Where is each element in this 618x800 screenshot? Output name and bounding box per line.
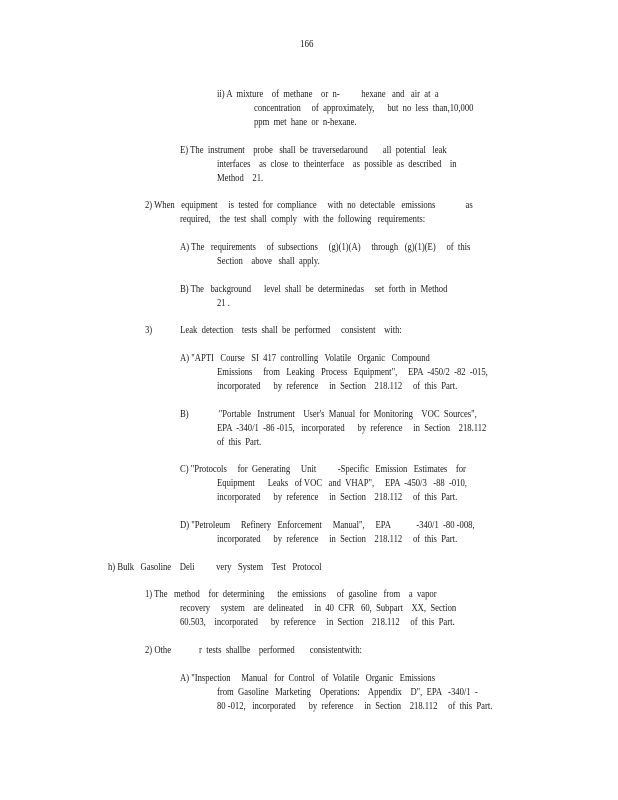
text-line: C) "Protocols for Generating Unit -Specific Emission Estimates for bbox=[180, 464, 466, 475]
text-line: Equipment Leaks of VOC and VHAP", EPA -450/3 -88 -010, bbox=[217, 478, 467, 489]
text-line: A) The requirements of subsections (g)(1)(A) through (g)(1)(E) of this bbox=[180, 242, 471, 253]
text-line: interfaces as close to theinterface as possible as described in bbox=[217, 159, 457, 170]
text-line: ii) A mixture of methane or n- hexane and air at a bbox=[217, 89, 439, 100]
text-line: Method 21. bbox=[217, 173, 264, 184]
text-line: A) "APTI Course SI 417 controlling Volatile Organic Compound bbox=[180, 353, 430, 364]
text-line: recovery system are delineated in 40 CFR 60, Subpart XX, Section bbox=[180, 603, 457, 614]
text-line: B) The background level shall be determinedas set forth in Method bbox=[180, 284, 448, 295]
text-line: 3) Leak detection tests shall be performed consistent with: bbox=[145, 325, 402, 336]
text-line: 1) The method for determining the emissions of gasoline from a vapor bbox=[145, 589, 437, 600]
text-line: incorporated by reference in Section 218.112 of this Part. bbox=[217, 534, 458, 545]
text-line: incorporated by reference in Section 218.112 of this Part. bbox=[217, 381, 458, 392]
text-line: 21 . bbox=[217, 298, 230, 309]
text-line: ppm met hane or n-hexane. bbox=[254, 117, 357, 128]
text-line: 80 -012, incorporated by reference in Section 218.112 of this Part. bbox=[217, 701, 493, 712]
text-line: Emissions from Leaking Process Equipment", EPA -450/2 -82 -015, bbox=[217, 367, 488, 378]
page-number: 166 bbox=[300, 38, 314, 50]
text-line: incorporated by reference in Section 218.112 of this Part. bbox=[217, 492, 458, 503]
text-line: of this Part. bbox=[217, 437, 262, 448]
text-line: A) "Inspection Manual for Control of Volatile Organic Emissions bbox=[180, 673, 436, 684]
text-line: 2) When equipment is tested for compliance with no detectable emissions as bbox=[145, 200, 473, 211]
text-line: B) "Portable Instrument User's Manual for Monitoring VOC Sources", bbox=[180, 409, 477, 420]
section-heading: h) Bulk Gasoline Deli very System Test Protocol bbox=[108, 562, 322, 573]
text-line: required, the test shall comply with the following requirements: bbox=[180, 214, 426, 225]
text-line: 2) Othe r tests shallbe performed consistentwith: bbox=[145, 645, 362, 656]
text-line: D) "Petroleum Refinery Enforcement Manual", EPA -340/1 -80 -008, bbox=[180, 520, 475, 531]
text-line: EPA -340/1 -86 -015, incorporated by reference in Section 218.112 bbox=[217, 423, 487, 434]
text-line: from Gasoline Marketing Operations: Appendix D", EPA -340/1 - bbox=[217, 687, 478, 698]
text-line: 60.503, incorporated by reference in Section 218.112 of this Part. bbox=[180, 617, 455, 628]
text-line: concentration of approximately, but no less than,10,000 bbox=[254, 103, 474, 114]
text-line: Section above shall apply. bbox=[217, 256, 320, 267]
text-line: E) The instrument probe shall be traversedaround all potential leak bbox=[180, 145, 447, 156]
